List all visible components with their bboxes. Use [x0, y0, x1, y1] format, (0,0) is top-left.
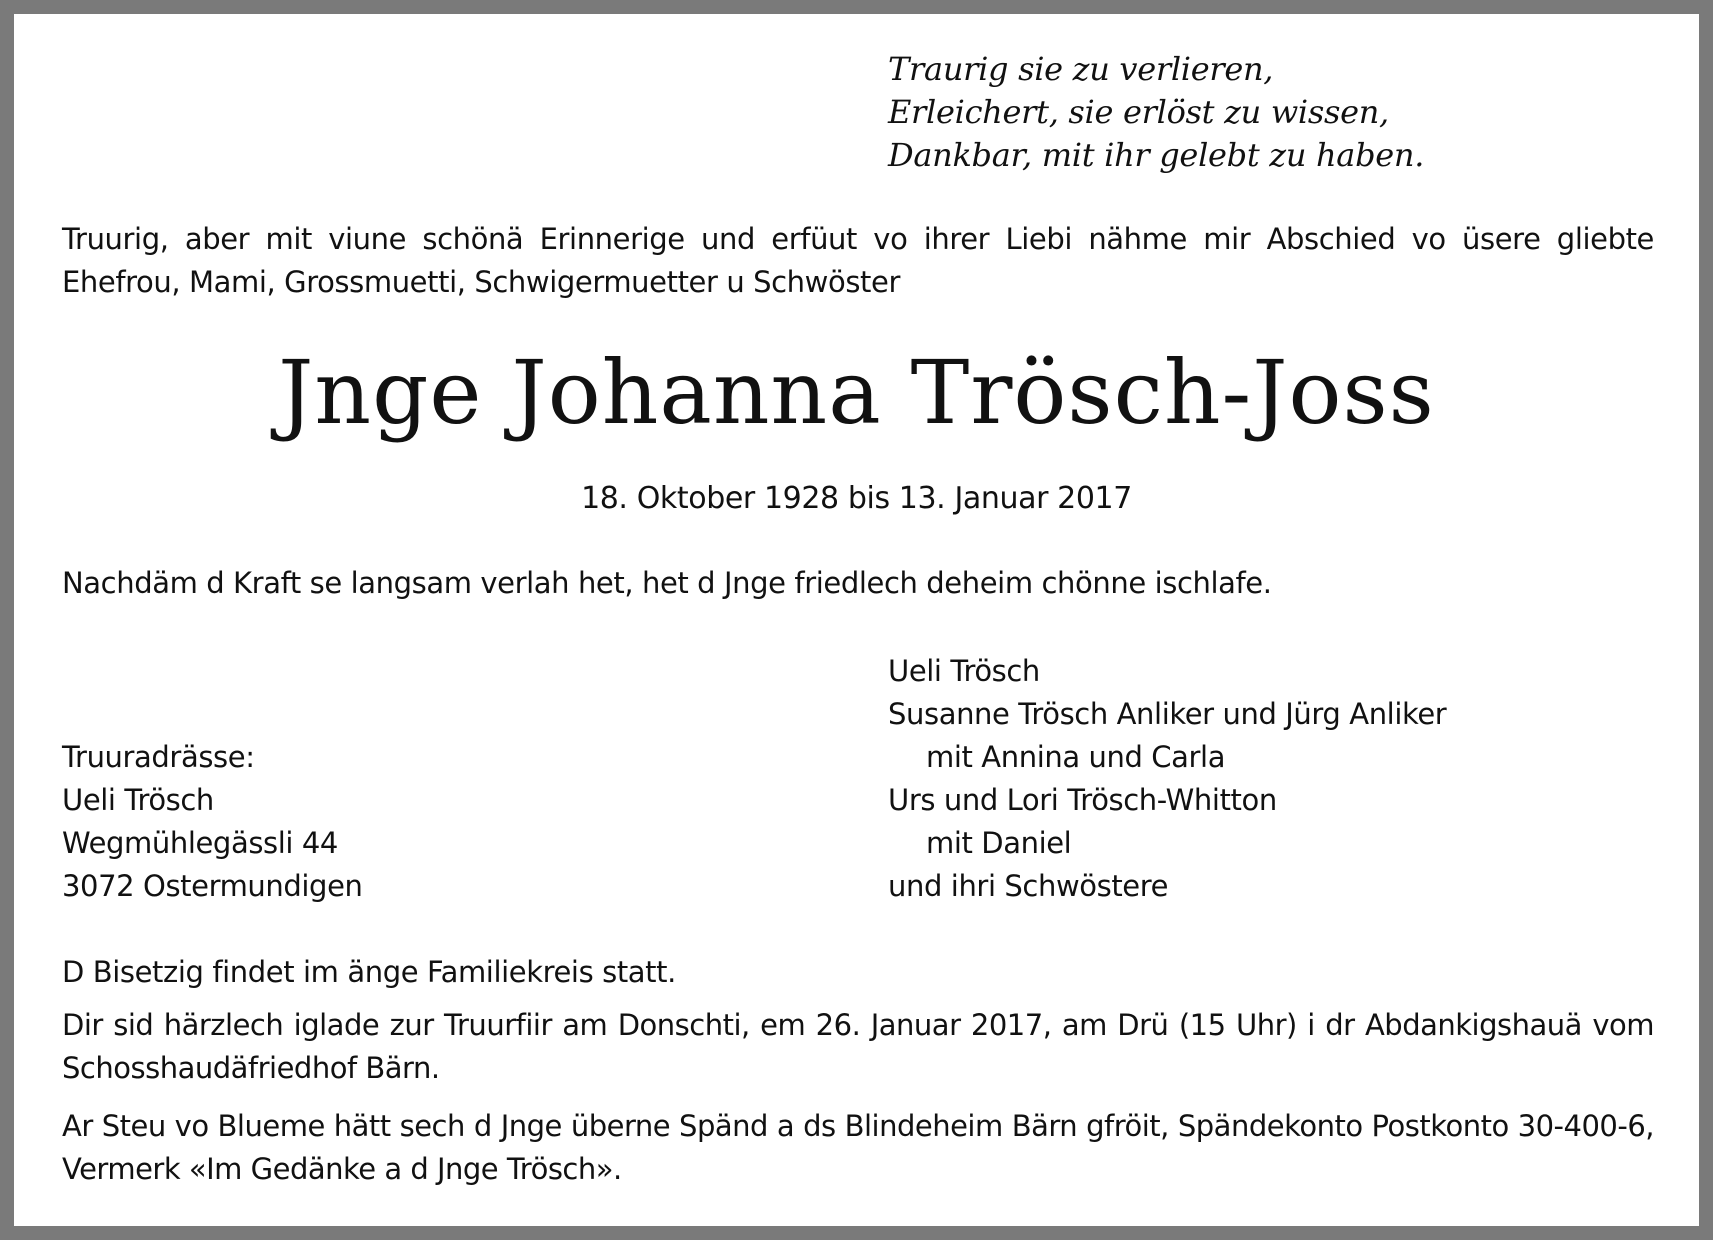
donation-note: Ar Steu vo Blueme hätt sech d Jnge überne Spänd a ds Blindeheim Bärn gfröit, Spändekonto Postkonto 30-400-6, Vermerk «Im Gedänke a d Jnge Trösch».: [62, 1109, 1654, 1186]
poem-line-1: Traurig sie zu verlieren,: [888, 50, 1274, 88]
passing-sentence: Nachdäm d Kraft se langsam verlah het, het d Jnge friedlech deheim chönne ischlafe.: [62, 566, 1272, 600]
mourners-list: [888, 650, 1446, 908]
mourner-line: Urs und Lori Trösch-Whitton: [888, 783, 1277, 817]
mourning-address: [62, 736, 363, 908]
burial-note: D Bisetzig findet im änge Familiekreis statt.: [62, 955, 676, 989]
mourner-line: Ueli Trösch: [888, 654, 1040, 688]
invitation-note: Dir sid härzlech iglade zur Truurfiir am Donschti, em 26. Januar 2017, am Drü (15 Uhr) i dr Abdankigshauä vom Schosshaudäfriedhof Bärn.: [62, 1008, 1654, 1085]
mourner-line: und ihri Schwöstere: [888, 869, 1169, 903]
deceased-name: Jnge Johanna Trösch-Joss: [278, 341, 1435, 444]
poem-line-2: Erleichert, sie erlöst zu wissen,: [888, 93, 1389, 131]
address-street: Wegmühlegässli 44: [62, 826, 338, 860]
poem-line-3: Dankbar, mit ihr gelebt zu haben.: [888, 136, 1425, 174]
mourner-line: mit Annina und Carla: [926, 740, 1226, 774]
mourner-line: Susanne Trösch Anliker und Jürg Anliker: [888, 697, 1447, 731]
life-dates: 18. Oktober 1928 bis 13. Januar 2017: [581, 481, 1132, 516]
address-heading: Truuradrässe:: [62, 740, 255, 774]
address-city: 3072 Ostermundigen: [62, 869, 363, 903]
poem: [888, 48, 1424, 177]
mourner-line: mit Daniel: [926, 826, 1072, 860]
address-name: Ueli Trösch: [62, 783, 214, 817]
intro-paragraph: Truurig, aber mit viune schönä Erinnerige und erfüut vo ihrer Liebi nähme mir Abschied vo üsere gliebte Ehefrou, Mami, Grossmuetti, Schwigermuetter u Schwöster: [62, 222, 1654, 299]
